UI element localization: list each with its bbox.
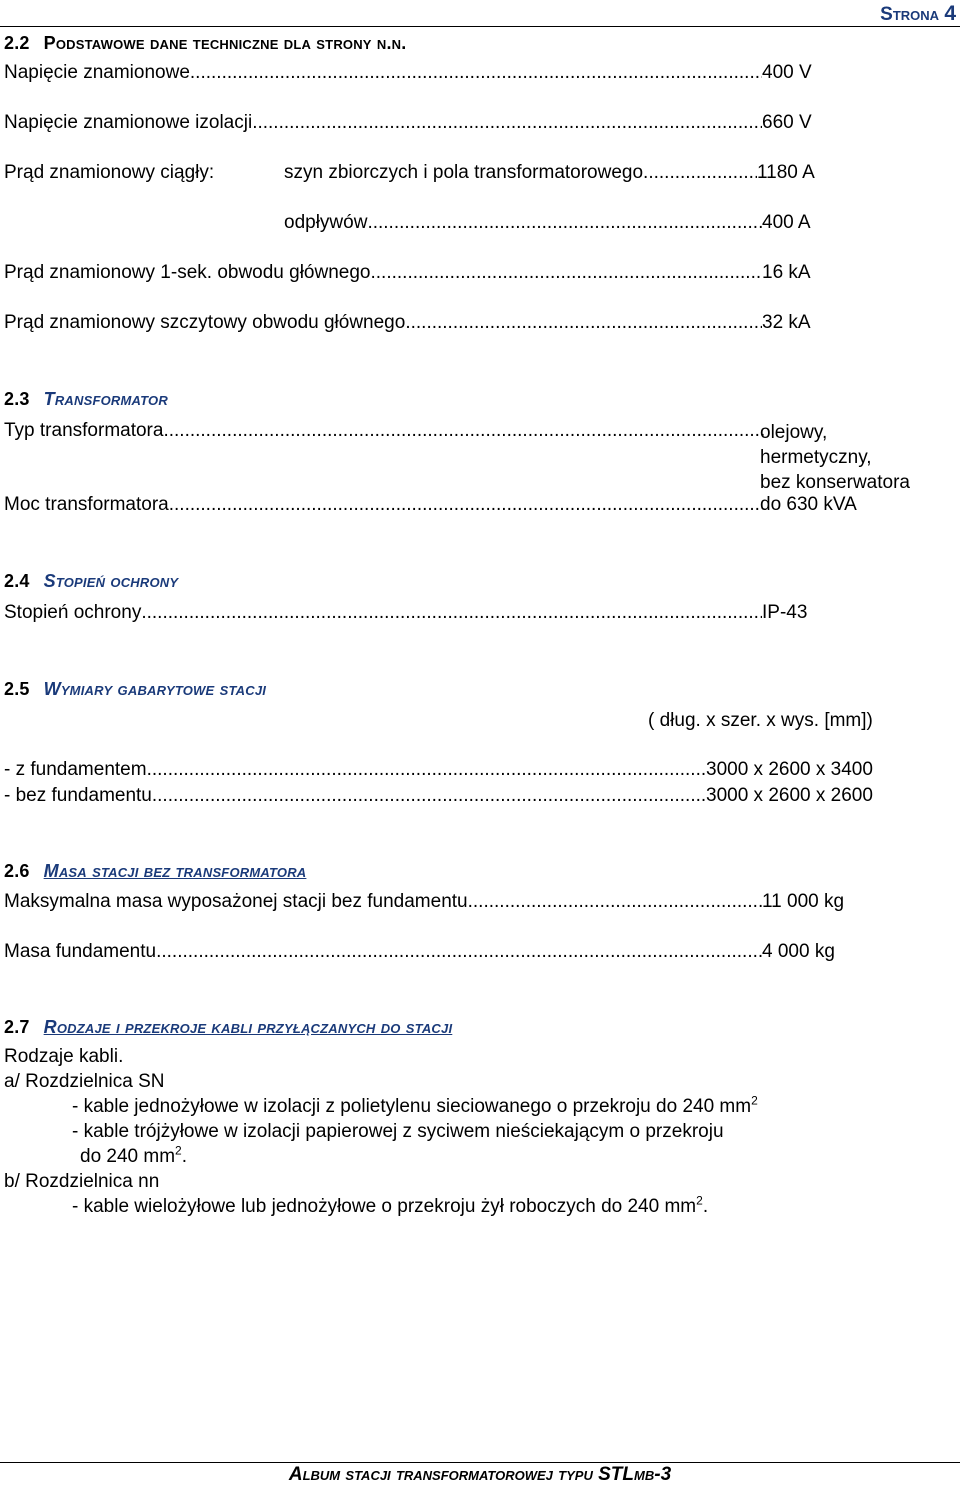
row-label: Masa fundamentu [4, 941, 157, 962]
row-label: odpływów [284, 212, 368, 233]
section-number: 2.6 [4, 861, 30, 881]
row-value: 4 000 kg [762, 941, 835, 962]
row-masa-fundamentu [4, 941, 860, 963]
leader-dots [371, 262, 763, 284]
row-label: Prąd znamionowy szczytowy obwodu głównego [4, 312, 406, 333]
section-title: Transformator [43, 389, 168, 409]
value-line: olejowy, [760, 422, 828, 443]
row-moc-transformatora [4, 494, 884, 516]
row-label: Typ transformatora [4, 420, 164, 441]
row-value: 1180 A [757, 162, 815, 183]
leader-dots [190, 62, 762, 84]
section-title: Podstawowe dane techniczne dla strony n.n. [43, 33, 407, 53]
leader-dots [367, 212, 762, 234]
item-end: . [181, 1146, 188, 1167]
sn-cable-item-2-cont [80, 1143, 188, 1168]
row-value: 400 V [762, 62, 812, 83]
row-label: szyn zbiorczych i pola transformatorowego [284, 162, 644, 183]
row-value: do 630 kVA [760, 494, 857, 515]
nn-switchgear-label: b/ Rozdzielnica nn [4, 1171, 160, 1192]
leader-dots [152, 785, 706, 807]
row-odplywow [284, 212, 824, 234]
section-2-5-heading [4, 679, 266, 700]
leader-dots [643, 162, 757, 184]
leader-dots [468, 891, 762, 913]
row-value: 32 kA [762, 312, 811, 333]
row-label: Moc transformatora [4, 494, 169, 515]
footer-title: Album stacji transformatorowej typu STLmb-3 [288, 1464, 672, 1485]
header-rule [0, 26, 960, 27]
row-prad-ciagly-label: Prąd znamionowy ciągły: [4, 162, 215, 183]
section-number: 2.4 [4, 571, 30, 591]
row-value: 16 kA [762, 262, 811, 283]
leader-dots [163, 420, 764, 442]
row-masa-stacji [4, 891, 860, 913]
row-napiecie-izolacji [4, 112, 824, 134]
section-2-4-heading [4, 571, 178, 592]
sn-cable-item-2: - kable trójżyłowe w izolacji papierowej z syciwem nieściekającym o przekroju [72, 1121, 724, 1142]
row-label: - z fundamentem [4, 759, 147, 780]
section-number: 2.3 [4, 389, 30, 409]
section-2-3-heading [4, 389, 168, 410]
row-value: 11 000 kg [762, 891, 845, 912]
row-prad-1-sek [4, 262, 824, 284]
item-text: do 240 mm [80, 1146, 176, 1167]
row-label: Stopień ochrony [4, 602, 142, 623]
leader-dots [405, 312, 762, 334]
row-bez-fundamentu [4, 785, 896, 807]
row-label: Maksymalna masa wyposażonej stacji bez fundamentu [4, 891, 468, 912]
row-typ-transformatora [4, 420, 764, 442]
section-number: 2.7 [4, 1017, 30, 1037]
sn-cable-item-1 [72, 1093, 758, 1118]
section-2-6-heading [4, 861, 306, 882]
typ-transformatora-value [760, 420, 910, 495]
section-title: Stopień ochrony [43, 571, 179, 591]
row-label: - bez fundamentu [4, 785, 152, 806]
section-title: Masa stacji bez transformatora [43, 861, 307, 881]
leader-dots [252, 112, 762, 134]
row-value: 660 V [762, 112, 812, 133]
footer-rule [0, 1462, 960, 1463]
row-value: 400 A [762, 212, 811, 233]
section-number: 2.5 [4, 679, 30, 699]
row-value: 3000 x 2600 x 2600 [706, 785, 873, 806]
page-label-number: 4 [944, 2, 956, 25]
row-prad-ciagly-szyn [284, 162, 829, 184]
superscript: 2 [175, 1143, 182, 1158]
item-text: - kable wielożyłowe lub jednożyłowe o przekroju żył roboczych do 240 mm [72, 1196, 697, 1217]
row-label: Prąd znamionowy 1-sek. obwodu głównego [4, 262, 371, 283]
value-line: hermetyczny, [760, 447, 872, 468]
section-title: Rodzaje i przekroje kabli przyłączanych do stacji [43, 1017, 453, 1037]
section-title: Wymiary gabarytowe stacji [43, 679, 267, 699]
dimensions-unit-note: ( dług. x szer. x wys. [mm]) [648, 710, 873, 731]
sn-switchgear-label: a/ Rozdzielnica SN [4, 1071, 165, 1092]
leader-dots [156, 941, 762, 963]
section-2-2-heading [4, 33, 406, 54]
leader-dots [169, 494, 760, 516]
section-2-7-heading [4, 1017, 452, 1038]
item-text: - kable jednożyłowe w izolacji z polietylenu sieciowanego o przekroju do 240 mm [72, 1096, 752, 1117]
value-line: bez konserwatora [760, 472, 910, 493]
row-prad-szczytowy [4, 312, 824, 334]
page-number-label [880, 2, 956, 26]
leader-dots [147, 759, 706, 781]
row-stopien-ochrony [4, 602, 824, 624]
item-end: . [702, 1196, 709, 1217]
page-label-prefix: Strona [880, 4, 940, 25]
cable-types-intro: Rodzaje kabli. [4, 1046, 124, 1067]
section-number: 2.2 [4, 33, 30, 53]
row-label: Napięcie znamionowe [4, 62, 190, 83]
row-value: 3000 x 2600 x 3400 [706, 759, 873, 780]
nn-cable-item-1 [72, 1193, 709, 1218]
row-label: Napięcie znamionowe izolacji [4, 112, 253, 133]
superscript: 2 [751, 1093, 758, 1108]
leader-dots [141, 602, 762, 624]
row-napiecie-znamionowe [4, 62, 824, 84]
row-z-fundamentem [4, 759, 896, 781]
superscript: 2 [696, 1193, 703, 1208]
row-value: IP-43 [762, 602, 808, 623]
